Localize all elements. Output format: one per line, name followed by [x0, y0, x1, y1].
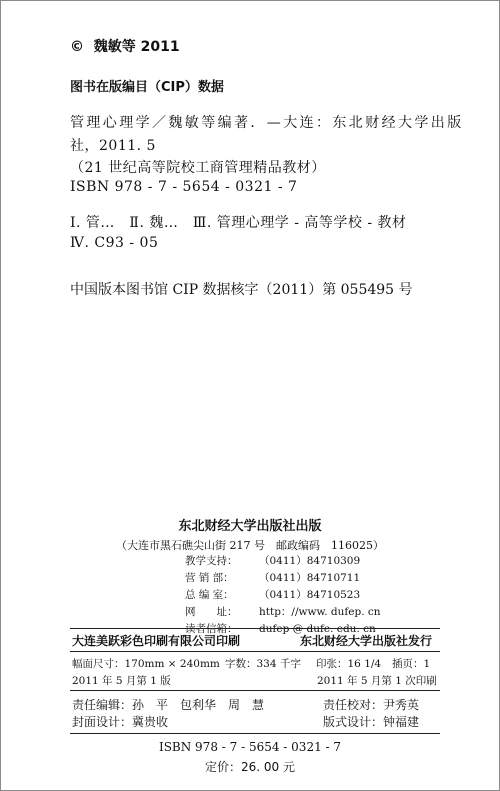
publisher-address: （大连市黑石礁尖山街 217 号 邮政编码 116025） — [116, 539, 384, 552]
printer: 大连美跃彩色印刷有限公司印刷 — [72, 634, 241, 648]
cip-classification: Ⅳ. C93 - 05 — [70, 235, 159, 251]
cip-title-line: 管理心理学／魏敏等编著．—大连：东北财经大学出版 — [70, 115, 464, 131]
contact-label: 总 编 室： — [185, 589, 234, 601]
cip-heading: 图书在版编目（CIP）数据 — [70, 80, 224, 95]
cover-design: 封面设计：冀贵收 — [72, 715, 169, 729]
contact-row — [185, 587, 381, 604]
price: 定价：26. 00 元 — [205, 760, 295, 774]
divider — [70, 733, 440, 734]
cip-number: 中国版本图书馆 CIP 数据核字（2011）第 055495 号 — [70, 282, 413, 298]
publisher-contacts — [185, 553, 381, 638]
plates: 插页：1 — [392, 658, 431, 670]
divider — [70, 651, 440, 652]
format-size: 幅面尺寸：170mm × 240mm — [72, 658, 220, 670]
contact-value: dufep @ dufe. edu. cn — [259, 623, 376, 635]
publisher-name: 东北财经大学出版社出版 — [178, 519, 322, 534]
printing: 2011 年 5 月第 1 次印刷 — [317, 675, 437, 687]
word-count: 字数：334 千字 — [225, 658, 301, 670]
contact-value: （0411）84710711 — [259, 572, 361, 584]
copyright-icon: © — [70, 39, 84, 55]
contact-label: 教学支持： — [185, 555, 238, 567]
contact-row — [185, 604, 381, 621]
divider — [70, 690, 440, 691]
proofreader: 责任校对：尹秀英 — [323, 698, 420, 712]
layout-design: 版式设计：钟福建 — [323, 715, 420, 729]
responsible-editor: 责任编辑：孙 平 包利华 周 慧 — [72, 698, 265, 712]
contact-row — [185, 553, 381, 570]
contact-value: （0411）84710523 — [259, 589, 361, 601]
cip-publisher-date: 社，2011. 5 — [70, 138, 156, 154]
isbn-footer: ISBN 978 - 7 - 5654 - 0321 - 7 — [158, 740, 342, 754]
copyright-text: 魏敏等 2011 — [93, 39, 180, 55]
cip-series: （21 世纪高等院校工商管理精品教材） — [70, 160, 326, 176]
print-sheets: 印张：16 1/4 — [316, 658, 382, 670]
contact-row — [185, 570, 381, 587]
distributor: 东北财经大学出版社发行 — [300, 634, 433, 648]
contact-value: （0411）84710309 — [259, 555, 361, 567]
contact-value: http：//www. dufep. cn — [259, 606, 381, 618]
copyright-line — [70, 36, 180, 56]
cip-isbn: ISBN 978 - 7 - 5654 - 0321 - 7 — [70, 179, 298, 195]
contact-label: 网 址： — [185, 606, 238, 618]
contact-label: 读者信箱： — [185, 623, 238, 635]
edition: 2011 年 5 月第 1 版 — [72, 675, 171, 687]
divider — [70, 628, 440, 629]
cip-subjects: Ⅰ. 管… Ⅱ. 魏… Ⅲ. 管理心理学 - 高等学校 - 教材 — [70, 215, 407, 231]
contact-label: 营 销 部： — [185, 572, 234, 584]
